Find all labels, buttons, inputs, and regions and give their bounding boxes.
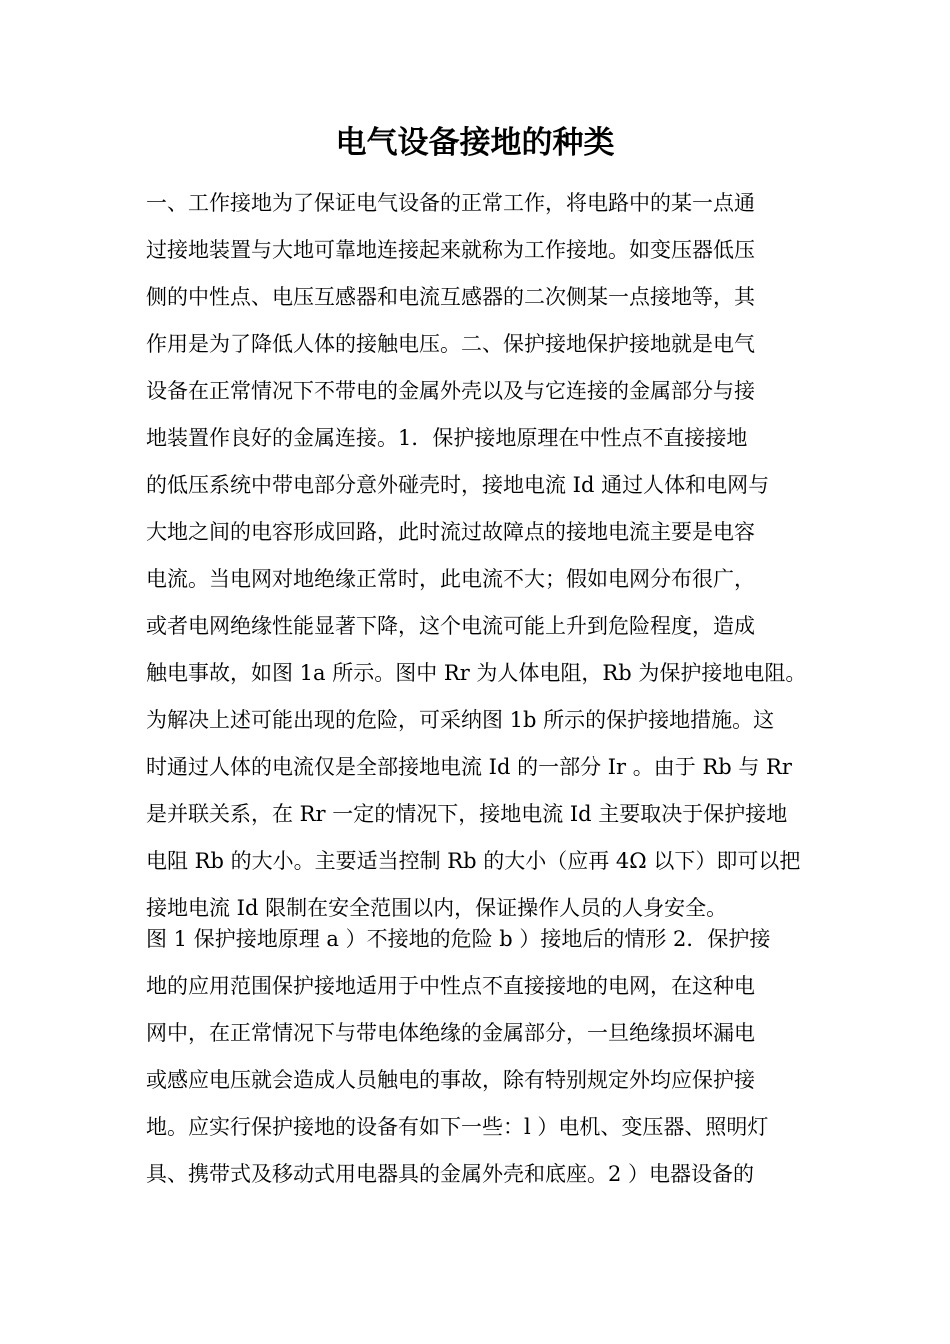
text-line: 设备在正常情况下不带电的金属外壳以及与它连接的金属部分与接 — [146, 379, 755, 403]
text-line: 为解决上述可能出现的危险，可采纳图 1b 所示的保护接地措施。这 — [146, 708, 775, 732]
text-line: 一、工作接地为了保证电气设备的正常工作，将电路中的某一点通 — [146, 191, 755, 215]
text-line: 或者电网绝缘性能显著下降，这个电流可能上升到危险程度，造成 — [146, 614, 755, 638]
text-line: 接地电流 Id 限制在安全范围以内，保证操作人员的人身安全。 — [146, 896, 728, 920]
text-line: 触电事故，如图 1a 所示。图中 Rr 为人体电阻，Rb 为保护接地电阻。 — [146, 661, 807, 685]
text-line: 网中，在正常情况下与带电体绝缘的金属部分，一旦绝缘损坏漏电 — [146, 1021, 755, 1045]
text-line: 或感应电压就会造成人员触电的事故，除有特别规定外均应保护接 — [146, 1068, 755, 1092]
text-line: 地。应实行保护接地的设备有如下一些：l ）电机、变压器、照明灯 — [146, 1115, 769, 1139]
text-line: 电流。当电网对地绝缘正常时，此电流不大；假如电网分布很广， — [146, 567, 755, 591]
text-line: 大地之间的电容形成回路，此时流过故障点的接地电流主要是电容 — [146, 520, 755, 544]
paragraph-2 — [146, 916, 816, 1198]
text-line: 具、携带式及移动式用电器具的金属外壳和底座。2 ）电器设备的 — [146, 1162, 755, 1186]
text-line: 地装置作良好的金属连接。1．保护接地原理在中性点不直接接地 — [146, 426, 748, 450]
text-line: 的低压系统中带电部分意外碰壳时，接地电流 Id 通过人体和电网与 — [146, 473, 770, 497]
document-title: 电气设备接地的种类 — [335, 125, 615, 161]
text-line: 是并联关系，在 Rr 一定的情况下，接地电流 Id 主要取决于保护接地 — [146, 802, 788, 826]
text-line: 过接地装置与大地可靠地连接起来就称为工作接地。如变压器低压 — [146, 238, 755, 262]
text-line: 电阻 Rb 的大小。主要适当控制 Rb 的大小（应再 4Ω 以下）即可以把 — [146, 849, 801, 873]
text-line: 图 1 保护接地原理 a ）不接地的危险 b ）接地后的情形 2．保护接 — [146, 927, 771, 951]
text-line: 作用是为了降低人体的接触电压。二、保护接地保护接地就是电气 — [146, 332, 755, 356]
paragraph-1 — [146, 180, 816, 932]
text-line: 侧的中性点、电压互感器和电流互感器的二次侧某一点接地等，其 — [146, 285, 755, 309]
text-line: 地的应用范围保护接地适用于中性点不直接接地的电网，在这种电 — [146, 974, 755, 998]
text-line: 时通过人体的电流仅是全部接地电流 Id 的一部分 Ir 。由于 Rb 与 Rr — [146, 755, 792, 779]
